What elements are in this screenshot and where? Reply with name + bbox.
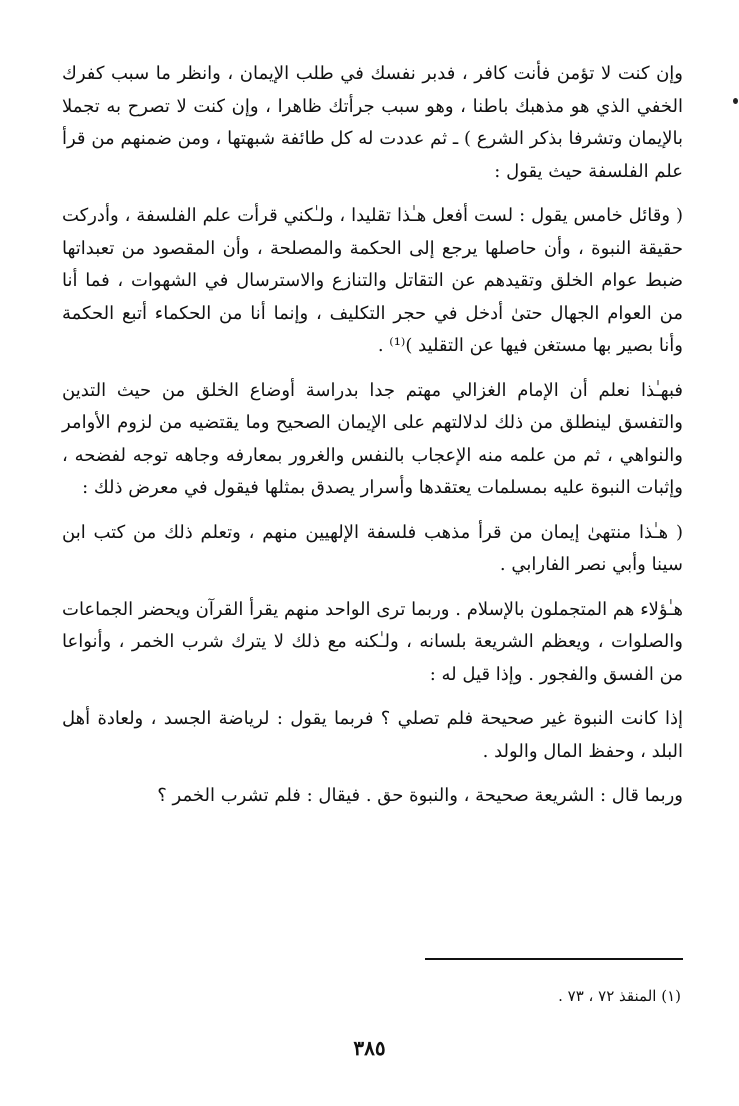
footnote: (١) المنقذ ٧٢ ، ٧٣ . — [558, 987, 681, 1005]
paragraph-3: فبهـٰذا نعلم أن الإمام الغزالي مهتم جدا بدراسة أوضاع الخلق من حيث التدين والتفسق لينطلق من ذلك لدلالتهم على الإيمان الصحيح وما يقتضيه من لزوم الأوامر والنواهي ، ثم من علمه منه الإعجاب بالنفس والغرور بمعارفه وجاهه توجه لفضحه ، وإثبات النبوة عليه بمسلمات يعتقدها وأسرار يصدق بمثلها فيقول في معرض ذلك : — [62, 379, 683, 498]
paragraph-6: إذا كانت النبوة غير صحيحة فلم تصلي ؟ فربما يقول : لرياضة الجسد ، ولعادة أهل البلد ، وحفظ المال والولد . — [62, 708, 683, 762]
paragraph-5: هـٰؤلاء هم المتجملون بالإسلام . وربما ترى الواحد منهم يقرأ القرآن ويحضر الجماعات والصلوات ، ويعظم الشريعة بلسانه ، ولـٰكنه مع ذلك لا يترك شرب الخمر ، وأنواعا من الفسق والفجور . وإذا قيل له : — [62, 598, 683, 685]
footnote-divider — [425, 958, 683, 960]
paragraph-7: وربما قال : الشريعة صحيحة ، والنبوة حق . فيقال : فلم تشرب الخمر ؟ — [157, 785, 683, 806]
paragraph-2-quote: ( وقائل خامس يقول : لست أفعل هـٰذا تقليدا ، ولـٰكني قرأت علم الفلسفة ، وأدركت حقيقة النبوة ، وأن حاصلها يرجع إلى الحكمة والمصلحة ، وأن المقصود من تعبداتها ضبط عوام الخلق وتقيدهم عن التقاتل والتنازع والاسترسال في الشهوات ، فما أنا من العوام الجهال حتىٰ أدخل في حجر التكليف ، وإنما أنا من الحكماء أتبع الحكمة وأنا بصير بها مستغن فيها عن التقليد )⁽¹⁾ . — [62, 205, 683, 356]
paragraph-1: وإن كنت لا تؤمن فأنت كافر ، فدبر نفسك في طلب الإيمان ، وانظر ما سبب كفرك الخفي الذي هو مذهبك باطنا ، وهو سبب جرأتك ظاهرا ، وإن كنت لا تصرح به تجملا بالإيمان وتشرفا بذكر الشرع ) ـ ثم عددت له كل طائفة شبهتها ، ومن ضمنهم من قرأ علم الفلسفة حيث يقول : — [62, 63, 683, 182]
body-text — [62, 58, 683, 825]
page-number: ٣٨٥ — [353, 1036, 386, 1060]
scan-mark — [733, 98, 738, 104]
paragraph-4-quote: ( هـٰذا منتهىٰ إيمان من قرأ مذهب فلسفة الإلهيين منهم ، وتعلم ذلك من كتب ابن سينا وأبي نصر الفارابي . — [62, 521, 683, 575]
